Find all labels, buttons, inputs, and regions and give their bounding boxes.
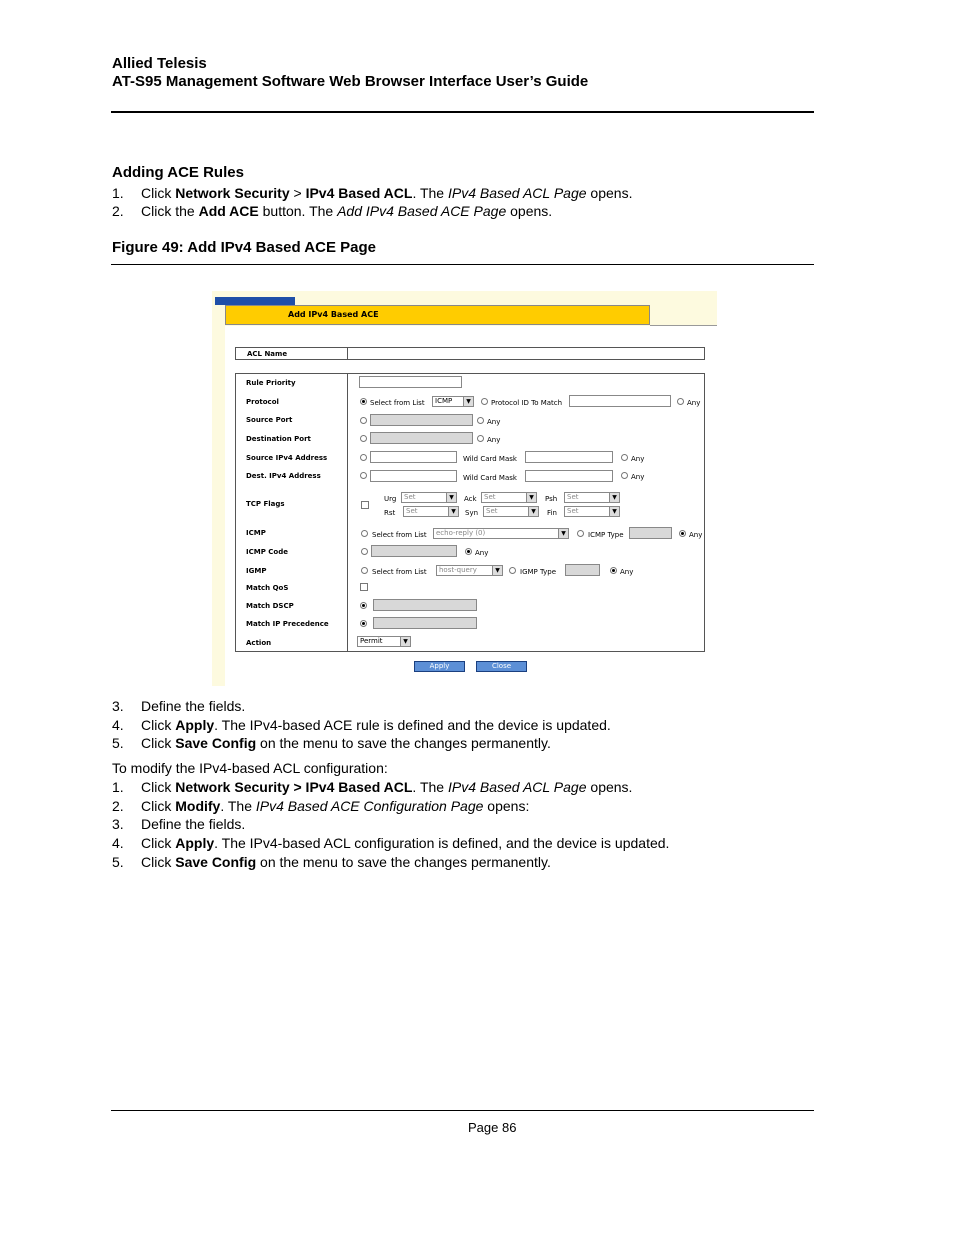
step-text: Network Security > IPv4 Based ACL [175, 779, 413, 795]
any-text: Any [687, 399, 701, 407]
flag-rst-select[interactable]: Set ▼ [403, 506, 459, 517]
figure-screenshot [212, 291, 717, 686]
source-mask-input[interactable] [525, 451, 613, 463]
step-text: Click [141, 854, 176, 870]
any-text: Any [487, 436, 501, 444]
flag-fin-select[interactable]: Set ▼ [564, 506, 620, 517]
source-port-any-radio[interactable] [477, 417, 484, 424]
step-number: 1. [112, 779, 124, 795]
any-text: Any [487, 418, 501, 426]
step-number: 2. [112, 203, 124, 219]
flag-syn-select[interactable]: Set ▼ [483, 506, 539, 517]
source-ipv4-any-radio[interactable] [621, 454, 628, 461]
flag-ack-text: Ack [464, 495, 477, 503]
step-text: Save Config [175, 735, 257, 751]
any-text: Any [631, 455, 645, 463]
step-number: 5. [112, 735, 124, 751]
step-text: on the menu to save the changes permanently. [256, 735, 551, 751]
action-label: Action [246, 639, 272, 647]
step-text: IPv4 Based ACL Page [447, 779, 587, 795]
step-text: Add IPv4 Based ACE Page [337, 203, 507, 219]
flag-syn-text: Syn [465, 509, 479, 517]
step-text: > [289, 185, 306, 201]
any-text: Any [689, 531, 703, 539]
step [112, 815, 245, 833]
source-ipv4-label: Source IPv4 Address [246, 454, 328, 462]
step [112, 697, 245, 715]
step [112, 778, 632, 796]
igmp-select[interactable]: host-query ▼ [436, 565, 503, 576]
flag-urg-select[interactable]: Set ▼ [401, 492, 457, 503]
acl-name-row [235, 347, 705, 360]
icmp-type-text: ICMP Type [588, 531, 624, 539]
step-text: . The [412, 779, 448, 795]
step-number: 5. [112, 854, 124, 870]
icmp-code-any-radio[interactable] [465, 548, 472, 555]
match-dscp-label: Match DSCP [246, 602, 294, 610]
rule-priority-label: Rule Priority [246, 379, 296, 387]
destination-port-any-radio[interactable] [477, 435, 484, 442]
protocol-id-radio[interactable] [481, 398, 488, 405]
icmp-code-label: ICMP Code [246, 548, 288, 556]
protocol-any-radio[interactable] [677, 398, 684, 405]
close-button[interactable]: Close [476, 661, 527, 672]
page-number: Page 86 [468, 1120, 517, 1135]
any-text: Any [475, 549, 489, 557]
source-ipv4-radio[interactable] [360, 454, 367, 461]
igmp-type-text: IGMP Type [520, 568, 557, 576]
step-text: opens: [483, 798, 530, 814]
guide-title: AT-S95 Management Software Web Browser Interface User’s Guide [112, 73, 589, 90]
icmp-code-radio[interactable] [361, 548, 368, 555]
step-number: 1. [112, 185, 124, 201]
destination-port-input[interactable] [370, 432, 473, 444]
flag-rst-text: Rst [384, 509, 396, 517]
source-port-radio[interactable] [360, 417, 367, 424]
step-number: 3. [112, 698, 124, 714]
destination-port-radio[interactable] [360, 435, 367, 442]
flag-psh-select[interactable]: Set ▼ [564, 492, 620, 503]
igmp-list-radio[interactable] [361, 567, 368, 574]
caption-rule [111, 264, 814, 265]
step-text: IPv4 Based ACE Configuration Page [255, 798, 484, 814]
step-text: IPv4 Based ACL [305, 185, 413, 201]
igmp-type-radio[interactable] [509, 567, 516, 574]
tcp-flags-label: TCP Flags [246, 500, 285, 508]
source-port-label: Source Port [246, 416, 293, 424]
match-qos-label: Match QoS [246, 584, 289, 592]
fields-box [235, 373, 705, 652]
igmp-label: IGMP [246, 567, 267, 575]
action-select[interactable]: Permit ▼ [357, 636, 411, 647]
step [112, 716, 611, 734]
flag-psh-text: Psh [545, 495, 558, 503]
step [112, 202, 552, 220]
rule-priority-input[interactable] [359, 376, 462, 388]
destination-port-label: Destination Port [246, 435, 311, 443]
step-text: opens. [506, 203, 553, 219]
step-text: Apply [175, 717, 215, 733]
flag-fin-text: Fin [547, 509, 557, 517]
section-title: Adding ACE Rules [112, 164, 244, 181]
dest-ipv4-label: Dest. IPv4 Address [246, 472, 321, 480]
tab-marker [215, 297, 295, 305]
protocol-id-input[interactable] [569, 395, 671, 407]
flag-ack-select[interactable]: Set ▼ [481, 492, 537, 503]
wild-card-mask-text: Wild Card Mask [463, 455, 517, 463]
step-text: Define the fields. [141, 816, 246, 832]
step-text: Define the fields. [141, 698, 246, 714]
step-text: . The IPv4-based ACL configuration is defined, and the device is updated. [214, 835, 670, 851]
any-text: Any [631, 473, 645, 481]
dest-ipv4-input[interactable] [370, 470, 457, 482]
protocol-select[interactable]: ICMP ▼ [432, 396, 474, 407]
any-text: Any [620, 568, 634, 576]
icmp-type-radio[interactable] [577, 530, 584, 537]
tcp-flags-checkbox[interactable] [361, 501, 369, 509]
step-number: 4. [112, 835, 124, 851]
footer-rule [111, 1110, 814, 1111]
match-ip-precedence-radio[interactable] [360, 620, 367, 627]
step-text: Click the [141, 203, 199, 219]
step-text: Click [141, 835, 176, 851]
step-number: 3. [112, 816, 124, 832]
flag-urg-text: Urg [384, 495, 397, 503]
icmp-type-input[interactable] [629, 527, 672, 539]
icmp-select[interactable]: echo-reply (0) ▼ [433, 528, 569, 539]
step-text: Click [141, 735, 176, 751]
header-rule [111, 111, 814, 113]
igmp-any-radio[interactable] [610, 567, 617, 574]
step-text: Click [141, 185, 176, 201]
source-ipv4-input[interactable] [370, 451, 457, 463]
icmp-label: ICMP [246, 529, 266, 537]
select-from-list-text: Select from List [370, 399, 425, 407]
step [112, 853, 551, 871]
step-text: Click [141, 779, 176, 795]
step-text: Click [141, 798, 176, 814]
match-ip-precedence-label: Match IP Precedence [246, 620, 329, 628]
step-text: Apply [175, 835, 215, 851]
match-qos-checkbox[interactable] [360, 583, 368, 591]
icmp-any-radio[interactable] [679, 530, 686, 537]
match-dscp-input[interactable] [373, 599, 477, 611]
match-dscp-radio[interactable] [360, 602, 367, 609]
dest-ipv4-radio[interactable] [360, 472, 367, 479]
form-panel [225, 326, 717, 686]
step-text: Save Config [175, 854, 257, 870]
step-text: button. The [258, 203, 338, 219]
step [112, 834, 669, 852]
page-title-bar: Add IPv4 Based ACE [225, 305, 650, 325]
step-text: on the menu to save the changes permanently. [256, 854, 551, 870]
step [112, 797, 529, 815]
protocol-label: Protocol [246, 398, 279, 406]
modify-intro: To modify the IPv4-based ACL configuration: [112, 760, 388, 776]
step-text: . The [220, 798, 256, 814]
step-text: IPv4 Based ACL Page [447, 185, 587, 201]
acl-name-label: ACL Name [247, 350, 288, 358]
match-ip-precedence-input[interactable] [373, 617, 477, 629]
step-number: 2. [112, 798, 124, 814]
step-text: Click [141, 717, 176, 733]
step-text: Add ACE [198, 203, 259, 219]
step-number: 4. [112, 717, 124, 733]
step-text: Modify [175, 798, 221, 814]
figure-caption: Figure 49: Add IPv4 Based ACE Page [112, 239, 376, 256]
step [112, 184, 632, 202]
igmp-type-input[interactable] [565, 564, 600, 576]
dest-mask-input[interactable] [525, 470, 613, 482]
step-text: opens. [586, 779, 633, 795]
step-text: . The [412, 185, 448, 201]
select-from-list-text: Select from List [372, 531, 427, 539]
wild-card-mask-text: Wild Card Mask [463, 474, 517, 482]
icmp-list-radio[interactable] [361, 530, 368, 537]
company-name: Allied Telesis [112, 55, 207, 72]
select-from-list-text: Select from List [372, 568, 427, 576]
protocol-id-text: Protocol ID To Match [491, 399, 563, 407]
source-port-input[interactable] [370, 414, 473, 426]
icmp-code-input[interactable] [371, 545, 457, 557]
protocol-list-radio[interactable] [360, 398, 367, 405]
step-text: . The IPv4-based ACE rule is defined and the device is updated. [214, 717, 611, 733]
dest-ipv4-any-radio[interactable] [621, 472, 628, 479]
step-text: opens. [586, 185, 633, 201]
step-text: Network Security [175, 185, 290, 201]
apply-button[interactable]: Apply [414, 661, 465, 672]
step [112, 734, 551, 752]
